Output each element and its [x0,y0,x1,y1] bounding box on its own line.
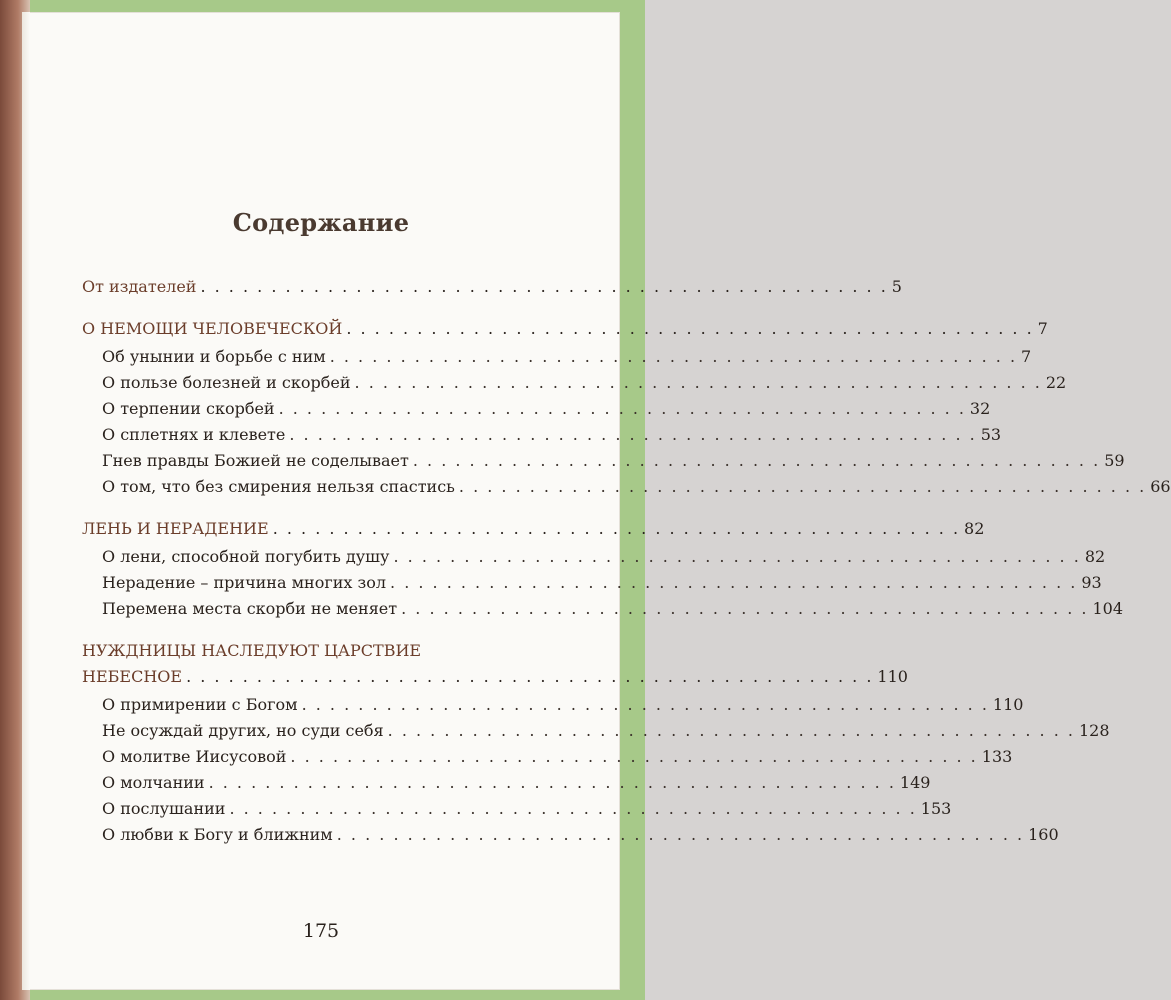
toc-entry [82,744,1013,770]
toc-leader-dots: . . . . . . . . . . . . . . . . . . . . . . . . . . . . . . . . . . . . . . . . . . . . . . . . . [412,451,1101,470]
toc-entry [82,718,1110,744]
toc-entry-page: 82 [1084,547,1106,566]
toc-title: Содержание [232,208,410,237]
page-number: 175 [302,920,340,942]
toc-entry-label: Нерадение – причина многих зол [102,573,387,592]
toc-entry-page: 59 [1104,451,1125,470]
toc-entry [82,316,1048,342]
toc-entry [82,448,1125,474]
toc-entry-label: О послушании [102,799,226,818]
toc-leader-dots: . . . . . . . . . . . . . . . . . . . . . . . . . . . . . . . . . . . . . . . . . . . . . . . . . [200,277,888,296]
toc-entry-page: 22 [1045,373,1067,392]
toc-leader-dots: . . . . . . . . . . . . . . . . . . . . . . . . . . . . . . . . . . . . . . . . . . . . . . . . . [301,695,989,714]
toc-entry-label: О пользе болезней и скорбей [102,373,351,392]
toc-leader-dots: . . . . . . . . . . . . . . . . . . . . . . . . . . . . . . . . . . . . . . . . . . . . . . . . . [229,799,917,818]
toc-leader-dots: . . . . . . . . . . . . . . . . . . . . . . . . . . . . . . . . . . . . . . . . . . . . . . . . . [208,773,896,792]
toc-entry [82,544,1106,570]
toc-entry [82,770,931,796]
toc-entry [82,474,1171,500]
toc-entry-page: 160 [1028,825,1059,844]
toc-entry [82,692,1024,718]
toc-entry-page: 128 [1078,721,1110,740]
toc-entry-label: НЕБЕСНОЕ [82,667,183,686]
toc-entry-label: Об унынии и борьбе с ним [102,347,326,366]
toc-entry [82,570,1102,596]
toc-entry-label: От издателей [82,277,197,296]
toc-leader-dots: . . . . . . . . . . . . . . . . . . . . . . . . . . . . . . . . . . . . . . . . . . . . . . . . . [186,667,874,686]
toc-leader-dots: . . . . . . . . . . . . . . . . . . . . . . . . . . . . . . . . . . . . . . . . . . . . . . . . . [278,399,966,418]
toc-entry-label: Перемена места скорби не меняет [102,599,398,618]
toc-entry-label: О НЕМОЩИ ЧЕЛОВЕЧЕСКОЙ [82,319,343,338]
book-page [22,12,1171,990]
toc-leader-dots: . . . . . . . . . . . . . . . . . . . . . . . . . . . . . . . . . . . . . . . . . . . . . . . . . [336,825,1025,844]
toc-entry-title-line [82,638,530,664]
toc-entry [82,274,902,300]
toc-entry-page: 93 [1081,573,1102,592]
toc-entry-page: 153 [920,799,952,818]
toc-entry [82,422,1002,448]
toc-entry [82,596,1124,622]
toc-leader-dots: . . . . . . . . . . . . . . . . . . . . . . . . . . . . . . . . . . . . . . . . . . . . . . . . . [390,573,1078,592]
toc-entry-label: Не осуждай других, но суди себя [102,721,384,740]
toc-entry-page: 149 [899,773,931,792]
toc-entry-page: 7 [1021,347,1032,366]
toc-entry-page: 5 [891,277,902,296]
toc-entry [82,344,1032,370]
toc-entry-label: О примирении с Богом [102,695,298,714]
toc-entry-label: О терпении скорбей [102,399,275,418]
toc-entry [82,796,952,822]
toc-entry [82,370,1067,396]
toc-entry-page: 32 [969,399,991,418]
toc-entry-page: 104 [1092,599,1124,618]
toc-entry-label: О молитве Иисусовой [102,747,287,766]
toc-entry-page: 133 [981,747,1013,766]
toc-entry-label: О том, что без смирения нельзя спастись [102,477,455,496]
toc-entry-label: О сплетнях и клевете [102,425,286,444]
page-gutter [22,12,30,990]
toc-entry-page: 110 [877,667,908,686]
toc-entry-page: 110 [992,695,1024,714]
toc-leader-dots: . . . . . . . . . . . . . . . . . . . . . . . . . . . . . . . . . . . . . . . . . . . . . . . . . [346,319,1034,338]
toc-leader-dots: . . . . . . . . . . . . . . . . . . . . . . . . . . . . . . . . . . . . . . . . . . . . . . . . . [354,373,1042,392]
toc-entry-label: О лени, способной погубить душу [102,547,390,566]
toc-leader-dots: . . . . . . . . . . . . . . . . . . . . . . . . . . . . . . . . . . . . . . . . . . . . . . . . . [393,547,1081,566]
toc-entry-label: ЛЕНЬ И НЕРАДЕНИЕ [82,519,269,538]
toc-entry [82,396,991,422]
toc-entry-label: О молчании [102,773,205,792]
toc-entry [82,516,985,542]
toc-leader-dots: . . . . . . . . . . . . . . . . . . . . . . . . . . . . . . . . . . . . . . . . . . . . . . . . . [289,425,977,444]
toc-entry [82,664,908,690]
toc-entry-page: 53 [980,425,1002,444]
toc-entry-page: 82 [964,519,985,538]
toc-entry-page: 7 [1037,319,1048,338]
toc-leader-dots: . . . . . . . . . . . . . . . . . . . . . . . . . . . . . . . . . . . . . . . . . . . . . . . . . [387,721,1075,740]
toc-entry [82,822,1059,848]
toc-entry-label: О любви к Богу и ближним [102,825,333,844]
toc-leader-dots: . . . . . . . . . . . . . . . . . . . . . . . . . . . . . . . . . . . . . . . . . . . . . . . . . [290,747,978,766]
toc-leader-dots: . . . . . . . . . . . . . . . . . . . . . . . . . . . . . . . . . . . . . . . . . . . . . . . . . [401,599,1089,618]
toc-entry-label: НУЖДНИЦЫ НАСЛЕДУЮТ ЦАРСТВИЕ [82,641,422,660]
toc-entry-label: Гнев правды Божией не соделывает [102,451,409,470]
toc-leader-dots: . . . . . . . . . . . . . . . . . . . . . . . . . . . . . . . . . . . . . . . . . . . . . . . . . [458,477,1147,496]
toc-leader-dots: . . . . . . . . . . . . . . . . . . . . . . . . . . . . . . . . . . . . . . . . . . . . . . . . . [329,347,1018,366]
toc-entry-page: 66 [1150,477,1171,496]
toc-leader-dots: . . . . . . . . . . . . . . . . . . . . . . . . . . . . . . . . . . . . . . . . . . . . . . . . . [272,519,961,538]
